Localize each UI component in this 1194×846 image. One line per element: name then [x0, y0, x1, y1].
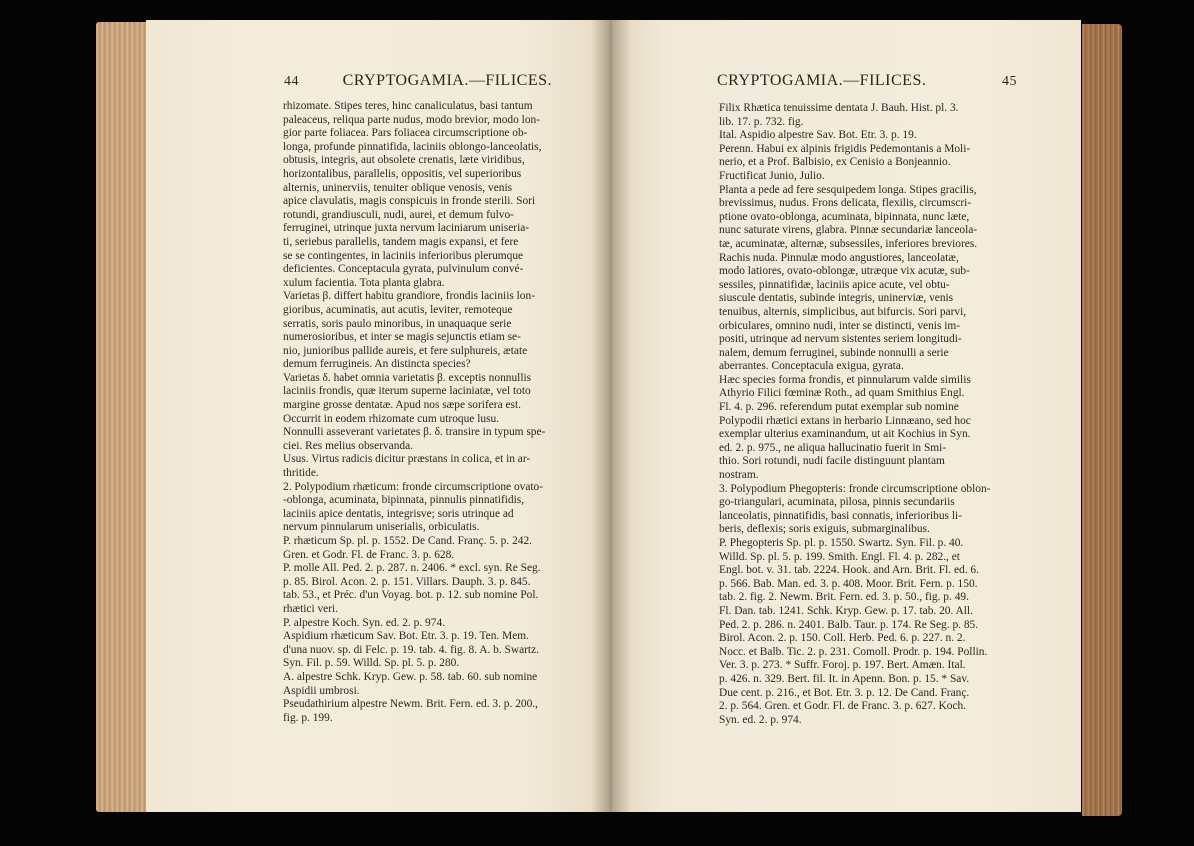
- left-page-number: 44: [284, 74, 299, 89]
- text-line: tab. 53., et Préc. d'un Voyag. bot. p. 12. sub nomine Pol.: [283, 589, 539, 602]
- text-line: ferruginei, utrinque juxta nervum laciniarum uniseria-: [283, 222, 530, 235]
- text-line: rhætici veri.: [283, 602, 339, 615]
- text-line: paleaceus, reliqua parte nudus, modo brevior, modo lon-: [283, 113, 541, 126]
- text-line: lanceolatis, pinnatifidis, basi connatis, inferioribus li-: [719, 509, 962, 522]
- text-line: Aspidium rhæticum Sav. Bot. Etr. 3. p. 19. Ten. Mem.: [283, 630, 529, 643]
- left-page-edges: [96, 22, 148, 812]
- text-line: gior parte foliacea. Pars foliacea circumscriptione ob-: [283, 127, 528, 140]
- text-line: rotundi, grandiusculi, nudi, aurei, et demum fulvo-: [283, 208, 514, 221]
- text-line: go-triangulari, acuminata, pilosa, pinnis secundariis: [719, 496, 955, 509]
- text-line: ciei. Res melius observanda.: [283, 439, 414, 452]
- text-line: nostram.: [719, 469, 759, 482]
- text-line: demum ferrugineis. An distincta species?: [283, 358, 471, 371]
- text-line: tæ, acuminatæ, alternæ, subsessiles, inferiores breviores.: [719, 237, 978, 250]
- text-line: horizontalibus, parallelis, oppositis, vel superioribus: [283, 167, 522, 180]
- text-line: P. molle All. Ped. 2. p. 287. n. 2406. * excl. syn. Re Seg.: [283, 562, 541, 575]
- text-line: sessiles, pinnatifidæ, laciniis apice acute, vel obtu-: [719, 278, 950, 291]
- text-line: Polypodii rhætici extans in herbario Linnæano, sed hoc: [719, 414, 971, 427]
- text-line: Syn. ed. 2. p. 974.: [719, 713, 802, 726]
- text-line: fig. p. 199.: [283, 711, 333, 724]
- text-line: Ver. 3. p. 273. * Suffr. Foroj. p. 197. Bert. Amæn. Ital.: [719, 659, 966, 672]
- text-line: Nocc. et Balb. Tic. 2. p. 231. Comoll. Prodr. p. 194. Pollin.: [719, 645, 988, 658]
- text-line: ptione ovato-oblonga, acuminata, bipinnata, nunc læte,: [719, 210, 970, 223]
- text-line: p. 85. Birol. Acon. 2. p. 151. Villars. Dauph. 3. p. 845.: [283, 575, 531, 588]
- text-line: Fl. Dan. tab. 1241. Schk. Kryp. Gew. p. 17. tab. 20. All.: [719, 604, 973, 617]
- text-line: positi, utrinque ad nervum sistentes seriem longitudi-: [719, 333, 962, 346]
- text-line: Varietas δ. habet omnia varietatis β. exceptis nonnullis: [283, 371, 532, 384]
- text-line: beris, deflexis; soris exiguis, submarginalibus.: [719, 523, 930, 536]
- text-line: obtusis, integris, aut obsolete crenatis, læte viridibus,: [283, 154, 525, 167]
- text-line: Engl. bot. v. 31. tab. 2224. Hook. and Arn. Brit. Fl. ed. 6.: [719, 564, 979, 577]
- text-line: apice clavulatis, magis conspicuis in fronde sterili. Sori: [283, 195, 536, 208]
- text-line: nalem, demum ferruginei, subinde nonnulli a serie: [719, 346, 949, 359]
- text-line: Aspidii umbrosi.: [283, 684, 360, 697]
- text-line: Varietas β. differt habitu grandiore, frondis laciniis lon-: [283, 290, 535, 303]
- text-line: nerio, et a Prof. Balbisio, ex Cenisio a Bonjeannio.: [719, 156, 951, 169]
- right-running-head: CRYPTOGAMIA.—FILICES.: [717, 72, 927, 89]
- text-line: Perenn. Habui ex alpinis frigidis Pedemontanis a Moli-: [719, 142, 971, 155]
- text-line: tab. 2. fig. 2. Newm. Brit. Fern. ed. 3. p. 50., fig. p. 49.: [719, 591, 969, 604]
- text-line: Pseudathirium alpestre Newm. Brit. Fern. ed. 3. p. 200.,: [283, 698, 538, 711]
- text-line: thio. Sori rotundi, nudi facile distinguunt plantam: [719, 455, 945, 468]
- left-page-header: [284, 72, 552, 90]
- text-line: Nonnulli asseverant varietates β. δ. transire in typum spe-: [283, 426, 546, 439]
- text-line: A. alpestre Schk. Kryp. Gew. p. 58. tab. 60. sub nomine: [283, 670, 538, 683]
- left-running-head: CRYPTOGAMIA.—FILICES.: [342, 72, 552, 89]
- text-line: Willd. Sp. pl. 5. p. 199. Smith. Engl. Fl. 4. p. 282., et: [719, 550, 960, 563]
- text-line: nunc saturate virens, glabra. Pinnæ secundariæ lanceola-: [719, 224, 978, 237]
- right-page-number: 45: [1002, 74, 1017, 89]
- text-line: gioribus, acuminatis, aut acutis, leviter, remoteque: [283, 303, 513, 316]
- text-line: Due cent. p. 216., et Bot. Etr. 3. p. 12. De Cand. Franç.: [719, 686, 970, 699]
- text-line: Hæc species forma frondis, et pinnularum valde similis: [719, 373, 971, 386]
- text-line: 3. Polypodium Phegopteris: fronde circumscriptione oblon-: [719, 482, 991, 495]
- text-line: rhizomate. Stipes teres, hinc canaliculatus, basi tantum: [283, 100, 533, 112]
- open-book: [96, 18, 1122, 818]
- right-page: [611, 20, 1081, 812]
- text-line: numerosioribus, et inter se magis sejunctis etiam se-: [283, 331, 521, 344]
- text-line: Syn. Fil. p. 59. Willd. Sp. pl. 5. p. 280.: [283, 657, 460, 670]
- text-line: P. rhæticum Sp. pl. p. 1552. De Cand. Franç. 5. p. 242.: [283, 535, 533, 547]
- text-line: longa, profunde pinnatifida, laciniis oblongo-lanceolatis,: [283, 140, 542, 153]
- text-line: modo latiores, ovato-oblongæ, utræque vix acutæ, sub-: [719, 265, 970, 278]
- text-line: laciniis frondis, quæ iterum superne laciniatæ, vel toto: [283, 385, 531, 398]
- text-line: p. 566. Bab. Man. ed. 3. p. 408. Moor. Brit. Fern. p. 150.: [719, 577, 978, 590]
- text-line: aberrantes. Conceptacula exigua, gyrata.: [719, 360, 904, 373]
- right-page-text: [719, 102, 1019, 727]
- text-line: margine grosse dentatæ. Apud nos sæpe sorifera est.: [283, 399, 522, 412]
- text-line: 2. Polypodium rhæticum: fronde circumscriptione ovato-: [283, 480, 544, 493]
- text-line: Fructificat Junio, Julio.: [719, 169, 825, 182]
- text-line: Usus. Virtus radicis dicitur præstans in colica, et in ar-: [283, 453, 531, 466]
- text-line: exemplar ulterius examinandum, ut ait Kochius in Syn.: [719, 428, 971, 441]
- right-page-edges: [1082, 24, 1122, 816]
- text-line: Rachis nuda. Pinnulæ modo angustiores, lanceolatæ,: [719, 251, 959, 264]
- text-line: brevissimus, nudus. Frons delicata, flexilis, circumscri-: [719, 197, 972, 210]
- left-page: [146, 20, 611, 812]
- text-line: alternis, uninerviis, tenuiter oblique venosis, venis: [283, 181, 513, 194]
- text-line: Gren. et Godr. Fl. de Franc. 3. p. 628.: [283, 548, 455, 561]
- text-line: Birol. Acon. 2. p. 150. Coll. Herb. Ped. 6. p. 227. n. 2.: [719, 632, 966, 645]
- text-line: laciniis apice dentatis, integrisve; soris utrinque ad: [283, 507, 514, 520]
- text-line: Occurrit in eodem rhizomate cum utroque lusu.: [283, 412, 500, 425]
- text-line: Ped. 2. p. 286. n. 2401. Balb. Taur. p. 174. Re Seg. p. 85.: [719, 618, 979, 631]
- text-line: deficientes. Conceptacula gyrata, pulvinulum convé-: [283, 263, 524, 276]
- text-line: P. Phegopteris Sp. pl. p. 1550. Swartz. Syn. Fil. p. 40.: [719, 537, 964, 549]
- text-line: siuscule dentatis, subinde integris, uninerviæ, venis: [719, 292, 954, 305]
- text-line: Planta a pede ad fere sesquipedem longa. Stipes gracilis,: [719, 183, 977, 196]
- text-line: orbiculares, omnino nudi, inter se distincti, venis im-: [719, 319, 961, 332]
- text-line: lib. 17. p. 732. fig.: [719, 115, 804, 128]
- text-line: Athyrio Filici fœminæ Roth., ad quam Smithius Engl.: [719, 387, 965, 400]
- text-line: Fl. 4. p. 296. referendum putat exemplar sub nomine: [719, 401, 959, 414]
- text-line: -oblonga, acuminata, bipinnata, pinnulis pinnatifidis,: [283, 494, 525, 507]
- text-line: ed. 2. p. 975., ne aliqua hallucinatio fuerit in Smi-: [719, 441, 947, 454]
- text-line: thritide.: [283, 467, 319, 480]
- text-line: tenuibus, alternis, simplicibus, aut bifurcis. Sori parvi,: [719, 305, 967, 318]
- text-line: xulum facientia. Tota planta glabra.: [283, 276, 445, 289]
- left-page-text: [283, 100, 553, 725]
- text-line: se se contingentes, in laciniis inferioribus plerumque: [283, 249, 524, 262]
- text-line: P. alpestre Koch. Syn. ed. 2. p. 974.: [283, 616, 445, 629]
- text-line: nervum pinnularum uniserialis, orbiculatis.: [283, 521, 480, 534]
- text-line: nio, junioribus pallide aureis, et fere sulphureis, ætate: [283, 344, 528, 357]
- text-line: Filix Rhætica tenuissime dentata J. Bauh. Hist. pl. 3.: [719, 102, 959, 114]
- text-line: serratis, soris paulo minoribus, in unaquaque serie: [283, 317, 512, 330]
- right-page-header: [717, 72, 1017, 90]
- text-line: 2. p. 564. Gren. et Godr. Fl. de Franc. 3. p. 627. Koch.: [719, 700, 967, 713]
- text-line: ti, seriebus parallelis, tandem magis expansi, et fere: [283, 235, 519, 248]
- text-line: d'una nuov. sp. di Felc. p. 19. tab. 4. fig. 8. A. b. Swartz.: [283, 643, 539, 656]
- text-line: Ital. Aspidio alpestre Sav. Bot. Etr. 3. p. 19.: [719, 129, 917, 142]
- text-line: p. 426. n. 329. Bert. fil. It. in Apenn. Bon. p. 15. * Sav.: [719, 672, 970, 685]
